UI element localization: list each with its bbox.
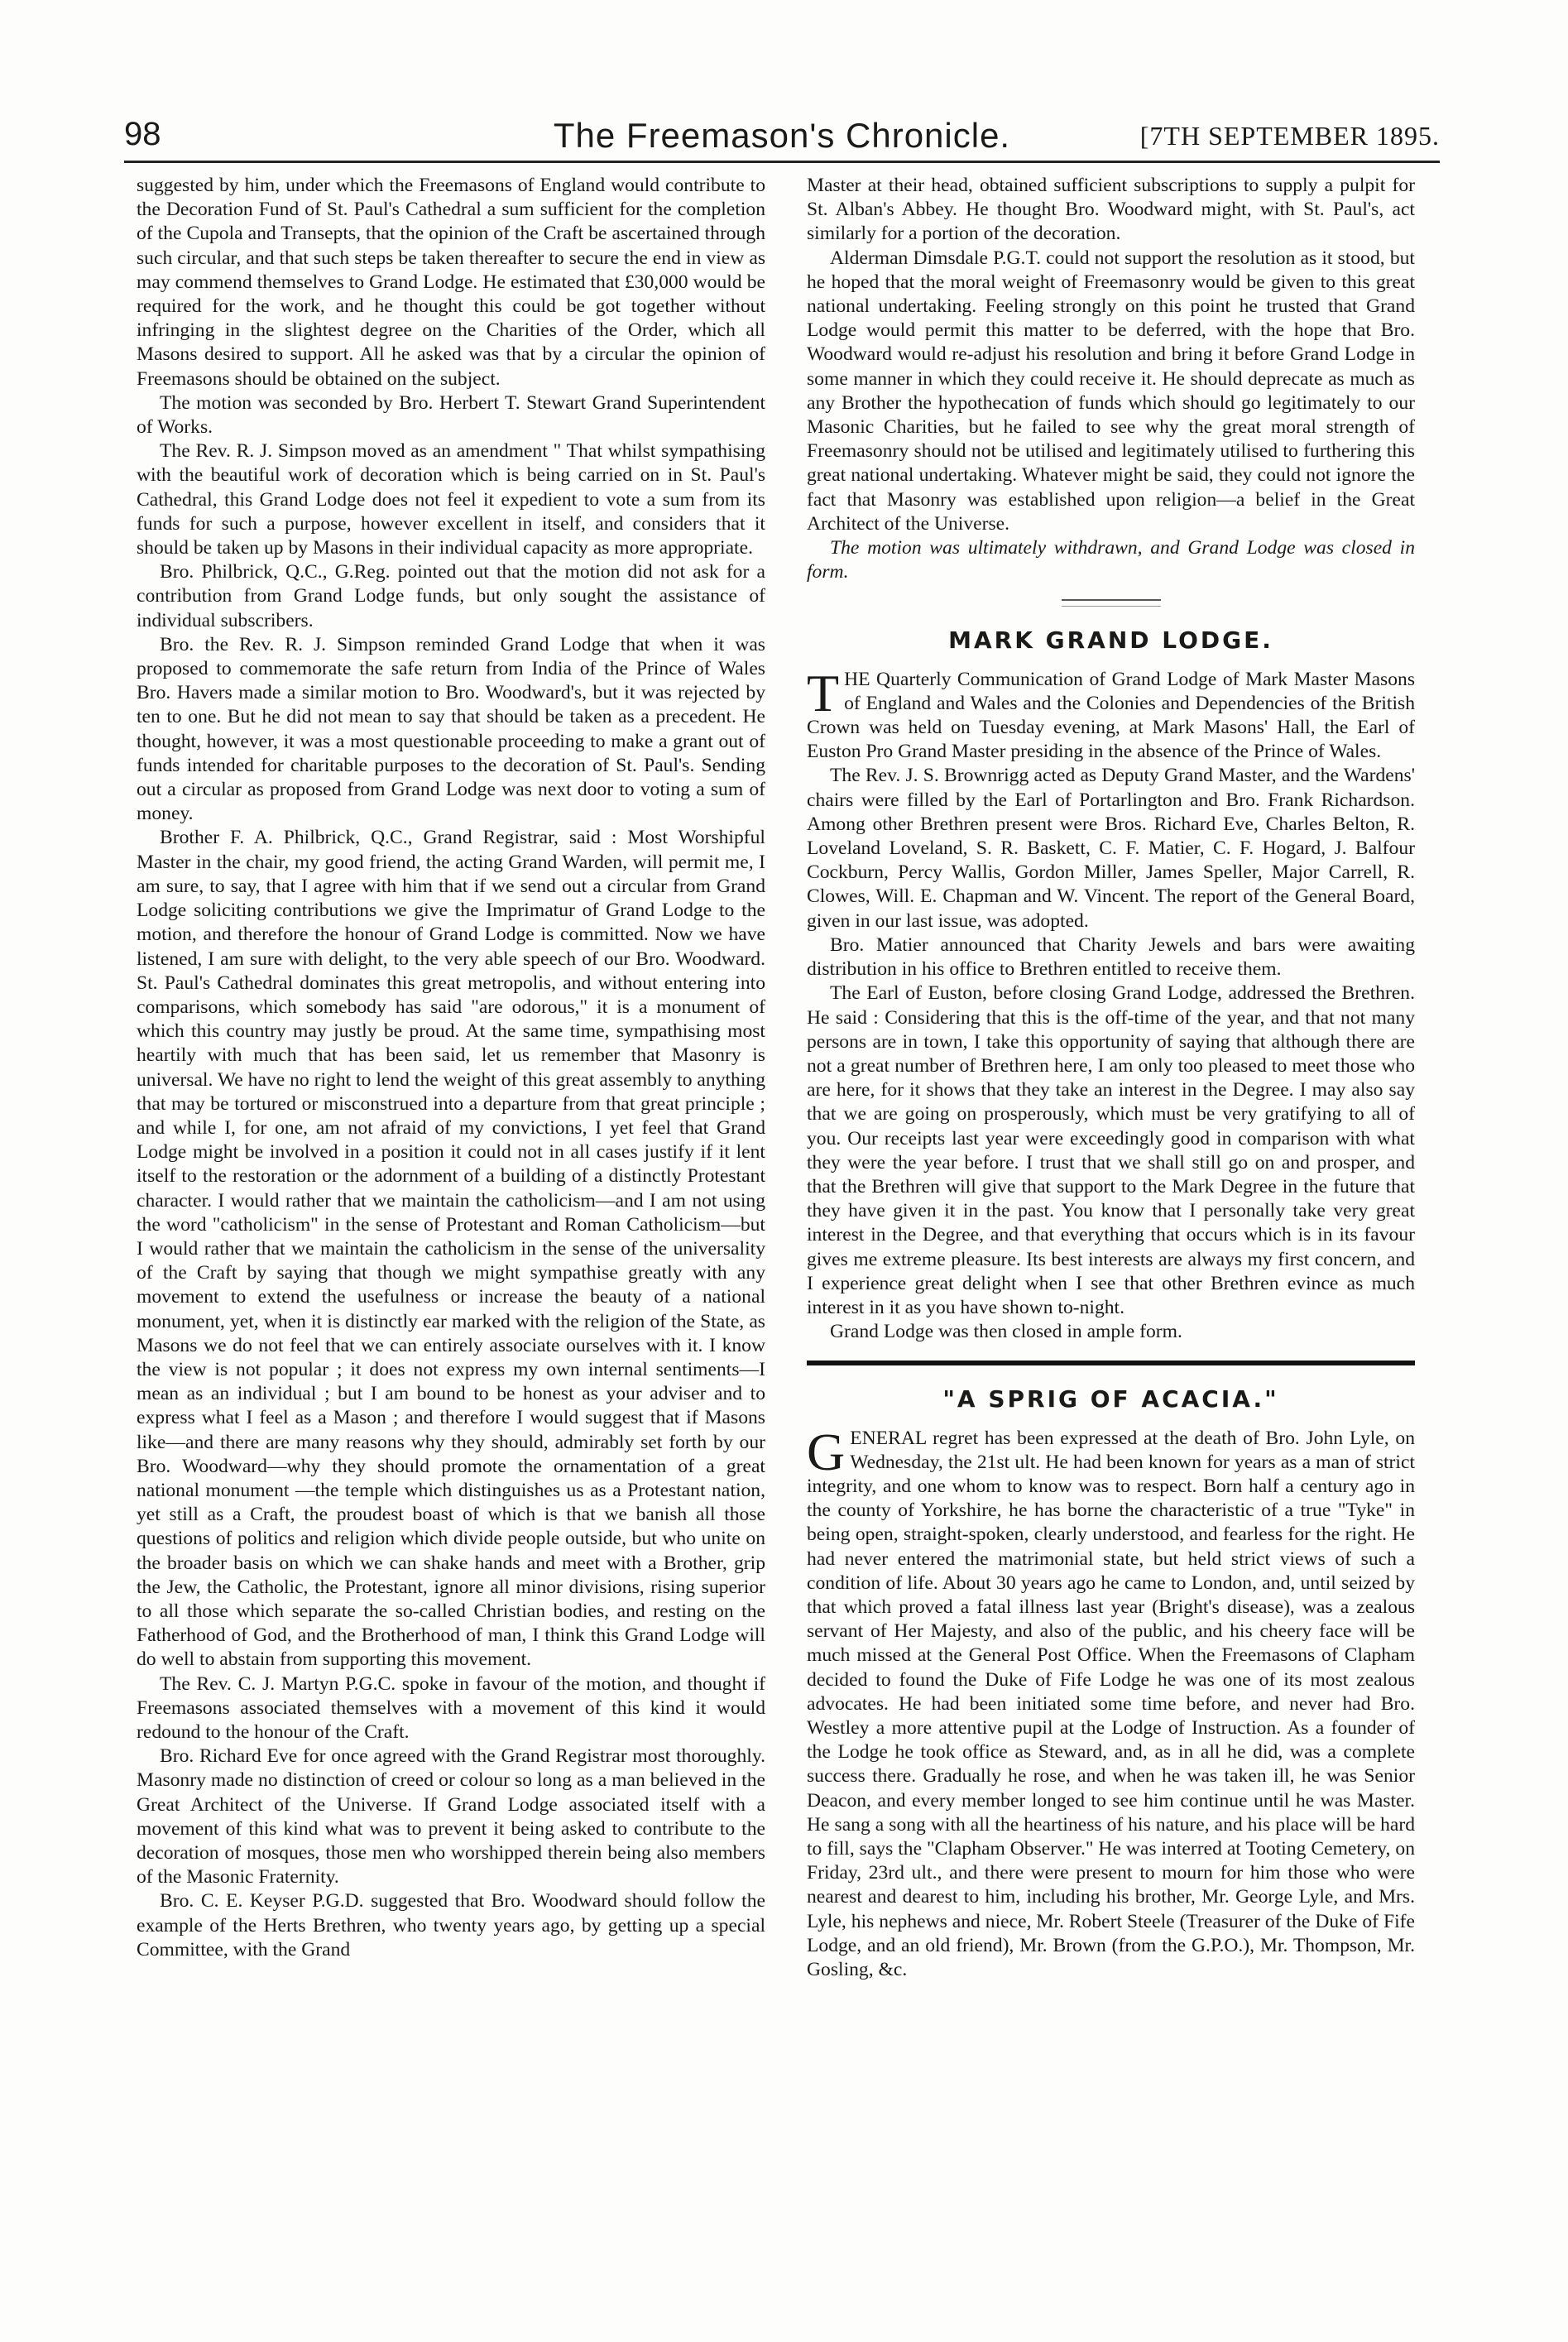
masthead-title: The Freemason's Chronicle. xyxy=(553,116,1011,155)
article-paragraph: Master at their head, obtained sufficient subscriptions to supply a pulpit for St. Alban's Abbey. He thought Bro. Woodward might, with St. Paul's, act similarly for a portion of the decoration. xyxy=(807,175,1415,245)
article-paragraph: Bro. Matier announced that Charity Jewels and bars were awaiting distribution in his office to Brethren entitled to receive them. xyxy=(807,933,1415,981)
article-paragraph: suggested by him, under which the Freemasons of England would contribute to the Decoration Fund of St. Paul's Cathedral a sum sufficient for the completion of the Cupola and Transepts, that the opinion of the Craft be ascertained through such circular, and that such steps be taken thereafter to secure the end in view as may commend themselves to Grand Lodge. He estimated that £30,000 would be required for the work, and he thought this could be got together without infringing in the slightest degree on the Charities of the Order, which all Masons desired to support. All he asked was that by a circular the opinion of Freemasons should be obtained on the subject. xyxy=(137,175,765,390)
article-paragraph: The motion was ultimately withdrawn, and Grand Lodge was closed in form. xyxy=(807,537,1415,583)
article-paragraph: The Earl of Euston, before closing Grand Lodge, addressed the Brethren. He said : Considering that this is the off-time of the year, and that not many persons are in town, I take this opportunity of saying that although there are not a great number of Brethren here, I am only too pleased to meet those who are here, for it shows that they take an interest in the Degree. I may also say that we are going on prosperously, which must be very gratifying to all of you. Our receipts last year were exceedingly good in comparison with what they were the year before. I trust that we shall still go on and prosper, and that the Brethren will give that support to the Mark Degree in the future that they have given it in the past. You know that I personally take very great interest in the Degree, and that everything that occurs which is in its favour gives me extreme pleasure. Its best interests are always my first concern, and I experience great delight when I see that other Brethren evince as much interest in it as you have shown to-night. xyxy=(807,982,1415,1318)
header-rule xyxy=(124,161,1440,163)
article-paragraph: Bro. Richard Eve for once agreed with the Grand Registrar most thoroughly. Masonry made no distinction of creed or colour so long as a man believed in the Great Architect of the Universe. If Grand Lodge associated itself with a movement of this kind what was to prevent it being asked to contribute to the decoration of mosques, those men who worshipped therein being also members of the Masonic Fraternity. xyxy=(137,1745,765,1888)
lead-text: HE Quarterly Communication of Grand Lodge of Mark Master Masons of England and Wales and the Colonies and Dependencies of the British Crown was held on Tuesday evening, at Mark Masons' Hall, the Earl of Euston Pro Grand Master presiding in the absence of the Prince of Wales. xyxy=(807,668,1415,763)
section-divider xyxy=(807,1361,1415,1365)
drop-cap: T xyxy=(807,663,840,722)
article-paragraph: Bro. C. E. Keyser P.G.D. suggested that Bro. Woodward should follow the example of the Herts Brethren, who twenty years ago, by getting up a special Committee, with the Grand xyxy=(137,1890,765,1960)
article-paragraph: Brother F. A. Philbrick, Q.C., Grand Registrar, said : Most Worshipful Master in the chair, my good friend, the acting Grand Warden, will permit me, I am sure, to say, that I agree with him that if we send out a circular from Grand Lodge soliciting contributions we give the Imprimatur of Grand Lodge to the motion, and therefore the honour of Grand Lodge is committed. Now we have listened, I am sure with delight, to the very able speech of our Bro. Woodward. St. Paul's Cathedral dominates this great metropolis, and without entering into comparisons, which somebody has said "are odorous," it is a monument of which this country may justly be proud. At the same time, sympathising most heartily with much that has been said, let us remember that Masonry is universal. We have no right to lend the weight of this great assembly to anything that may be tortured or misconstrued into a departure from that great principle ; and while I, for one, am not afraid of my convictions, I yet feel that Grand Lodge might be involved in a position it could not in all cases justify if it lent itself to the restoration or the adornment of a building of a distinctly Protestant character. I would rather that we maintain the catholicism—and I am not using the word "catholicism" in the sense of Protestant and Roman Catholicism—but I would rather that we maintain the catholicism in the sense of the universality of the Craft by saying that though we might sympathise greatly with any movement to extend the usefulness or increase the beauty of a national monument, yet, when it is distinctly ear marked with the religion of the State, as Masons we do not feel that we can entirely associate ourselves with it. I know the view is not popular ; it does not express my own internal sentiments—I mean as an individual ; but I am bound to be honest as your adviser and to express what I feel as a Mason ; and therefore I would suggest that if Masons like—and there are many reasons why they should, admirably set forth by our Bro. Woodward—why they should promote the ornamentation of a great national monument —the temple which distinguishes us as a Protestant nation, yet still as a Craft, the proudest boast of which is that we banish all those questions of politics and religion which divide people outside, but who unite on the broader basis on which we can shake hands and meet with a Brother, grip the Jew, the Catholic, the Protestant, ignore all minor divisions, rising superior to all those which separate the so-called Christian bodies, and resting on the Fatherhood of God, and the Brotherhood of man, I think this Grand Lodge will do well to abstain from supporting this movement. xyxy=(137,827,765,1671)
left-column xyxy=(137,174,765,2301)
drop-cap: G xyxy=(807,1422,846,1481)
article-paragraph: Bro. the Rev. R. J. Simpson reminded Grand Lodge that when it was proposed to commemorate the safe return from India of the Prince of Wales Bro. Havers made a similar motion to Bro. Woodward's, but it was rejected by ten to one. But he did not mean to say that should be taken as a precedent. He thought, however, it was a most questionable proceeding to make a grant out of funds intended for charitable purposes to the decoration of St. Paul's. Sending out a circular as proposed from Grand Lodge was next door to voting a sum of money. xyxy=(137,633,765,825)
article-paragraph: Bro. Philbrick, Q.C., G.Reg. pointed out that the motion did not ask for a contribution from Grand Lodge funds, but only sought the assistance of individual subscribers. xyxy=(137,561,765,631)
article-paragraph: Alderman Dimsdale P.G.T. could not support the resolution as it stood, but he hoped that the moral weight of Freemasonry would be given to this great national undertaking. Feeling strongly on this point he trusted that Grand Lodge would permit this matter to be deferred, with the hope that Bro. Woodward would re-adjust his resolution and bring it before Grand Lodge in some manner in which they could receive it. He should deprecate as much as any Brother the hypothecation of funds which should go legitimately to our Masonic Charities, but he failed to see why the great moral strength of Freemasonry should not be utilised and legitimately utilised to furthering this great national undertaking. Whatever might be said, they could not ignore the fact that Masonry was established upon religion—a belief in the Great Architect of the Universe. xyxy=(807,247,1415,535)
lead-text: ENERAL regret has been expressed at the death of Bro. John Lyle, on Wednesday, the 21st ult. He had been known for years as a man of strict integrity, and one whom to know was to respect. Born half a century ago in the county of Yorkshire, he has borne the characteristic of a true "Tyke" in being open, straight-spoken, clearly understood, and fearless for the right. He had never entered the matrimonial state, but held strict views of such a condition of life. About 30 years ago he came to London, and, until seized by that which proved a fatal illness last year (Bright's disease), was a zealous servant of Her Majesty, and also of the public, and his cheery face will be much missed at the General Post Office. When the Freemasons of Clapham decided to found the Duke of Fife Lodge he was one of its most zealous advocates. He had been initiated some time before, and never had Bro. Westley a more attentive pupil at the Lodge of Instruction. As a founder of the Lodge he took office as Steward, and, as in all he did, was a complete success there. Gradually he rose, and when he was taken ill, he was Senior Deacon, and every member longed to see him continue until he was Master. He sang a song with all the heartiness of his nature, and his place will be hard to fill, says the "Clapham Observer." He was interred at Tooting Cemetery, on Friday, 23rd ult., and there were present to mourn for him those who were nearest and dearest to him, including his brother, Mr. George Lyle, and Mrs. Lyle, his nephews and niece, Mr. Robert Steele (Treasurer of the Duke of Fife Lodge, and an old friend), Mr. Brown (from the G.P.O.), Mr. Thompson, Mr. Gosling, &c. xyxy=(807,1427,1415,1981)
article-paragraph: The Rev. R. J. Simpson moved as an amendment " That whilst sympathising with the beautiful work of decoration which is being carried on in St. Paul's Cathedral, this Grand Lodge does not feel it expedient to vote a sum from its funds for such a purpose, however excellent in itself, and considers that it should be taken up by Masons in their individual capacity as more appropriate. xyxy=(137,440,765,559)
article-paragraph: The motion was seconded by Bro. Herbert T. Stewart Grand Superintendent of Works. xyxy=(137,391,765,439)
acacia-paragraph xyxy=(807,1422,1415,1983)
mark-grand-lodge-heading: MARK GRAND LODGE. xyxy=(948,626,1273,655)
article-paragraph: The Rev. J. S. Brownrigg acted as Deputy Grand Master, and the Wardens' chairs were filled by the Earl of Portarlington and Bro. Frank Richardson. Among other Brethren present were Bros. Richard Eve, Charles Belton, R. Loveland Loveland, S. R. Baskett, C. F. Matier, C. F. Hogard, J. Balfour Cockburn, Percy Wallis, Gordon Miller, James Speller, Major Carrell, R. Clowes, Will. E. Chapman and W. Vincent. The report of the General Board, given in our last issue, was adopted. xyxy=(807,765,1415,932)
mark-lead-paragraph xyxy=(807,663,1415,765)
acacia-heading: "A SPRIG OF ACACIA." xyxy=(942,1385,1279,1413)
page-header xyxy=(124,116,1440,154)
article-paragraph: The Rev. C. J. Martyn P.G.C. spoke in favour of the motion, and thought if Freemasons associated themselves with a movement of this kind it would redound to the honour of the Craft. xyxy=(137,1673,765,1743)
page-number: 98 xyxy=(124,116,161,152)
issue-date: [7TH SEPTEMBER 1895. xyxy=(1139,121,1440,151)
section-ornament xyxy=(1062,599,1161,607)
article-paragraph: Grand Lodge was then closed in ample form. xyxy=(830,1321,1182,1343)
right-column xyxy=(807,174,1415,2301)
